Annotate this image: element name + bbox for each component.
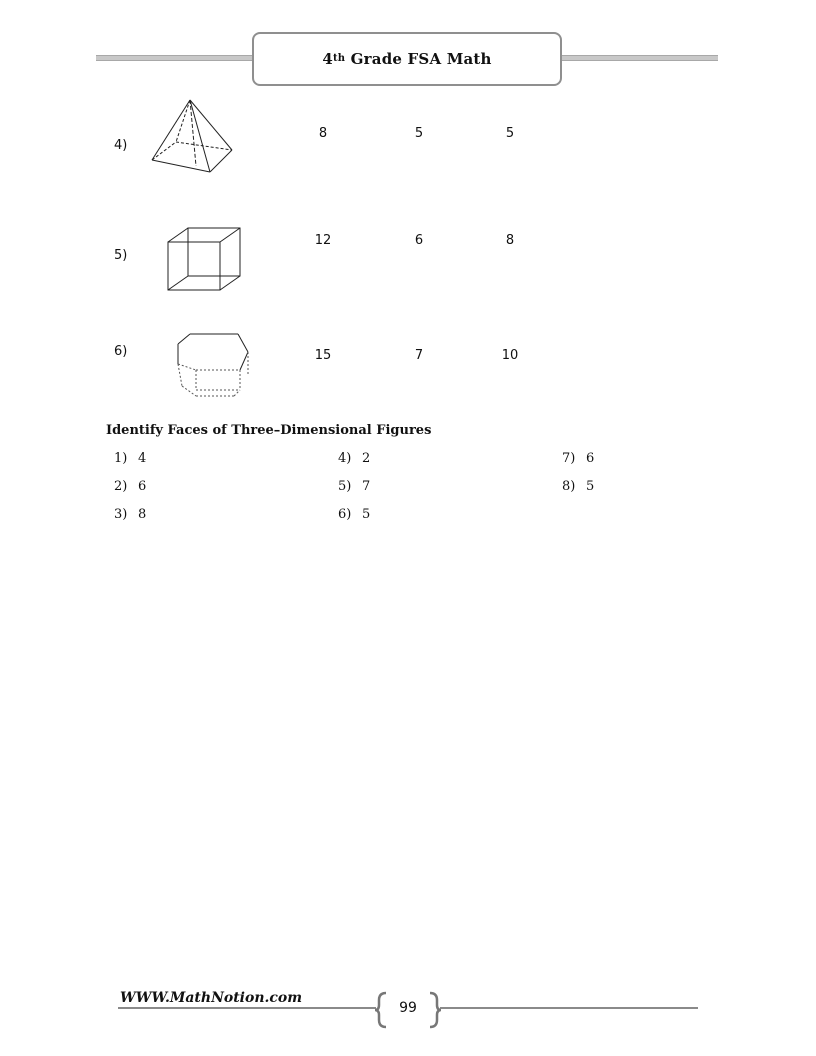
answer-key-title: Identify Faces of Three–Dimensional Figures — [106, 423, 432, 438]
answer-item — [338, 507, 370, 522]
answer-value: 6 — [138, 479, 147, 494]
problem-value-3: 8 — [505, 233, 515, 248]
page-title — [252, 32, 562, 86]
problem-value-3: 5 — [505, 126, 515, 141]
problem-value-1: 8 — [318, 126, 328, 141]
header-rule-right — [562, 55, 718, 61]
answer-number: 4) — [338, 451, 352, 466]
answer-number: 2) — [114, 479, 128, 494]
header-rule-left — [96, 55, 254, 61]
answer-value: 2 — [362, 451, 371, 466]
answer-number: 3) — [114, 507, 128, 522]
answer-value: 8 — [138, 507, 147, 522]
square-pyramid-figure — [148, 96, 238, 178]
footer-website: WWW.MathNotion.com — [120, 990, 303, 1006]
answer-value: 6 — [586, 451, 595, 466]
problem-value-2: 7 — [414, 348, 424, 363]
problem-value-3: 10 — [501, 348, 519, 363]
answer-item — [338, 479, 370, 494]
answer-number: 8) — [562, 479, 576, 494]
answer-number: 7) — [562, 451, 576, 466]
problem-value-1: 12 — [314, 233, 332, 248]
problem-value-1: 15 — [314, 348, 332, 363]
title-ordinal-suffix: th — [332, 52, 346, 64]
answer-number: 5) — [338, 479, 352, 494]
answer-item — [114, 507, 146, 522]
answer-item — [114, 451, 146, 466]
title-text: Grade FSA Math — [345, 50, 492, 68]
answer-item — [338, 451, 370, 466]
footer-rule-left — [118, 1007, 376, 1009]
answer-value: 5 — [586, 479, 595, 494]
cube-figure — [164, 224, 248, 296]
problem-value-2: 6 — [414, 233, 424, 248]
answer-item — [114, 479, 146, 494]
pentagonal-prism-figure — [170, 328, 254, 402]
problem-number: 4) — [114, 138, 128, 153]
problem-number: 6) — [114, 344, 128, 359]
answer-number: 6) — [338, 507, 352, 522]
page-number: 99 — [399, 1000, 417, 1016]
footer-rule-right — [440, 1007, 698, 1009]
answer-value: 7 — [362, 479, 371, 494]
problem-number: 5) — [114, 248, 128, 263]
answer-item — [562, 451, 594, 466]
answer-value: 5 — [362, 507, 371, 522]
answer-item — [562, 479, 594, 494]
problem-value-2: 5 — [414, 126, 424, 141]
answer-number: 1) — [114, 451, 128, 466]
title-grade-number: 4 — [322, 50, 333, 68]
answer-value: 4 — [138, 451, 147, 466]
